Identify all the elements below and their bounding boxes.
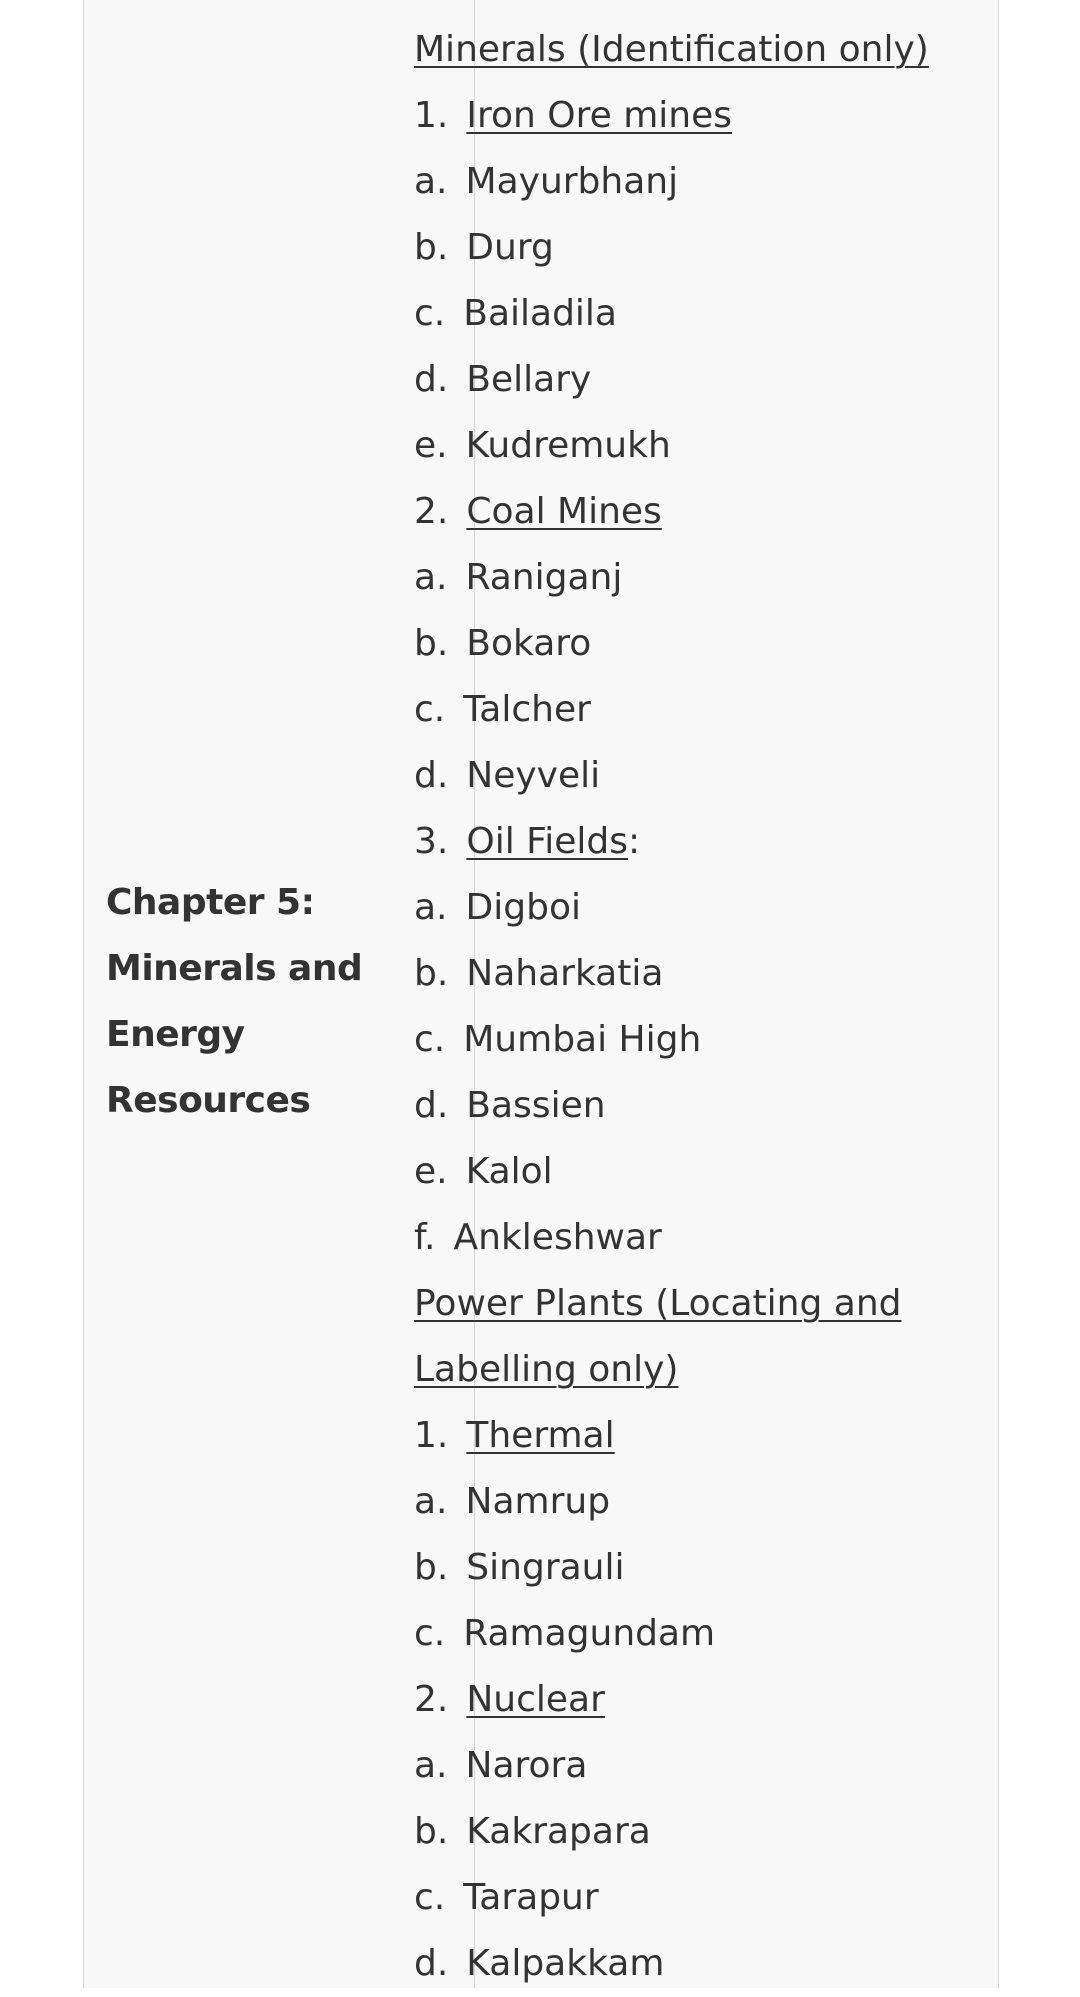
item-text: Kudremukh xyxy=(465,425,671,466)
item-letter: b. xyxy=(414,1811,449,1852)
power-plants-heading: Power Plants (Locating and Labelling only) xyxy=(414,1283,902,1390)
item-letter: c. xyxy=(414,689,446,730)
item-text: Singrauli xyxy=(466,1547,625,1588)
item-text: Kalol xyxy=(465,1151,553,1192)
item-letter: a. xyxy=(414,161,448,202)
item-text: Namrup xyxy=(465,1481,611,1522)
list-item xyxy=(414,1865,989,1931)
list-item xyxy=(414,941,989,1007)
list-item xyxy=(414,1733,989,1799)
item-letter: c. xyxy=(414,1613,446,1654)
item-text: Mumbai High xyxy=(463,1019,702,1060)
minerals-heading: Minerals (Identification only) xyxy=(414,29,929,70)
item-letter: b. xyxy=(414,1547,449,1588)
item-text: Talcher xyxy=(463,689,591,730)
item-text: Bellary xyxy=(466,359,592,400)
item-letter: d. xyxy=(414,755,449,796)
item-text: Bassien xyxy=(466,1085,606,1126)
item-letter: d. xyxy=(414,1943,449,1984)
section-title: Thermal xyxy=(466,1415,615,1456)
list-item xyxy=(414,1073,989,1139)
list-item xyxy=(414,677,989,743)
section-heading-oil xyxy=(414,809,989,875)
item-letter: a. xyxy=(414,887,448,928)
section-title: Oil Fields xyxy=(466,821,628,862)
chapter-title-line: Resources xyxy=(106,1080,311,1121)
item-letter: a. xyxy=(414,557,448,598)
item-letter: b. xyxy=(414,623,449,664)
list-item xyxy=(414,215,989,281)
section-heading-nuclear xyxy=(414,1667,989,1733)
item-letter: b. xyxy=(414,227,449,268)
list-item xyxy=(414,1535,989,1601)
section-heading-thermal xyxy=(414,1403,989,1469)
item-letter: a. xyxy=(414,1481,448,1522)
list-item xyxy=(414,1931,989,1997)
section-number: 2. xyxy=(414,491,449,532)
item-text: Kakrapara xyxy=(466,1811,651,1852)
item-letter: d. xyxy=(414,359,449,400)
chapter-title-line: Energy xyxy=(106,1014,245,1055)
item-text: Durg xyxy=(466,227,554,268)
list-item xyxy=(414,875,989,941)
list-item xyxy=(414,1601,989,1667)
section-title: Nuclear xyxy=(466,1679,605,1720)
item-text: Neyveli xyxy=(466,755,601,796)
item-text: Narora xyxy=(465,1745,588,1786)
item-text: Mayurbhanj xyxy=(465,161,679,202)
item-letter: e. xyxy=(414,1151,448,1192)
item-letter: e. xyxy=(414,425,448,466)
section-heading-coal xyxy=(414,479,989,545)
section-number: 3. xyxy=(414,821,449,862)
item-text: Bokaro xyxy=(466,623,592,664)
item-text: Bailadila xyxy=(463,293,617,334)
topics-cell xyxy=(414,17,989,1997)
section-suffix: : xyxy=(628,821,641,862)
item-text: Ankleshwar xyxy=(453,1217,662,1258)
item-text: Naharkatia xyxy=(466,953,664,994)
section-title: Coal Mines xyxy=(466,491,662,532)
list-item xyxy=(414,545,989,611)
list-item xyxy=(414,1205,989,1271)
list-item xyxy=(414,1139,989,1205)
item-letter: d. xyxy=(414,1085,449,1126)
list-item xyxy=(414,281,989,347)
list-item xyxy=(414,413,989,479)
item-text: Tarapur xyxy=(463,1877,599,1918)
item-text: Ramagundam xyxy=(463,1613,716,1654)
list-item xyxy=(414,1469,989,1535)
list-item xyxy=(414,611,989,677)
item-letter: c. xyxy=(414,1877,446,1918)
list-item xyxy=(414,347,989,413)
item-text: Raniganj xyxy=(465,557,623,598)
section-number: 2. xyxy=(414,1679,449,1720)
list-item xyxy=(414,1799,989,1865)
section-number: 1. xyxy=(414,95,449,136)
item-letter: c. xyxy=(414,1019,446,1060)
item-letter: a. xyxy=(414,1745,448,1786)
list-item xyxy=(414,149,989,215)
item-letter: c. xyxy=(414,293,446,334)
section-number: 1. xyxy=(414,1415,449,1456)
item-letter: f. xyxy=(414,1217,436,1258)
list-item xyxy=(414,1007,989,1073)
item-text: Digboi xyxy=(465,887,581,928)
chapter-title-line: Chapter 5: xyxy=(106,882,315,923)
item-letter: b. xyxy=(414,953,449,994)
chapter-title-line: Minerals and xyxy=(106,948,363,989)
section-heading-iron xyxy=(414,83,989,149)
section-title: Iron Ore mines xyxy=(466,95,732,136)
chapter-title-cell xyxy=(106,870,376,1134)
item-text: Kalpakkam xyxy=(466,1943,665,1984)
list-item xyxy=(414,743,989,809)
